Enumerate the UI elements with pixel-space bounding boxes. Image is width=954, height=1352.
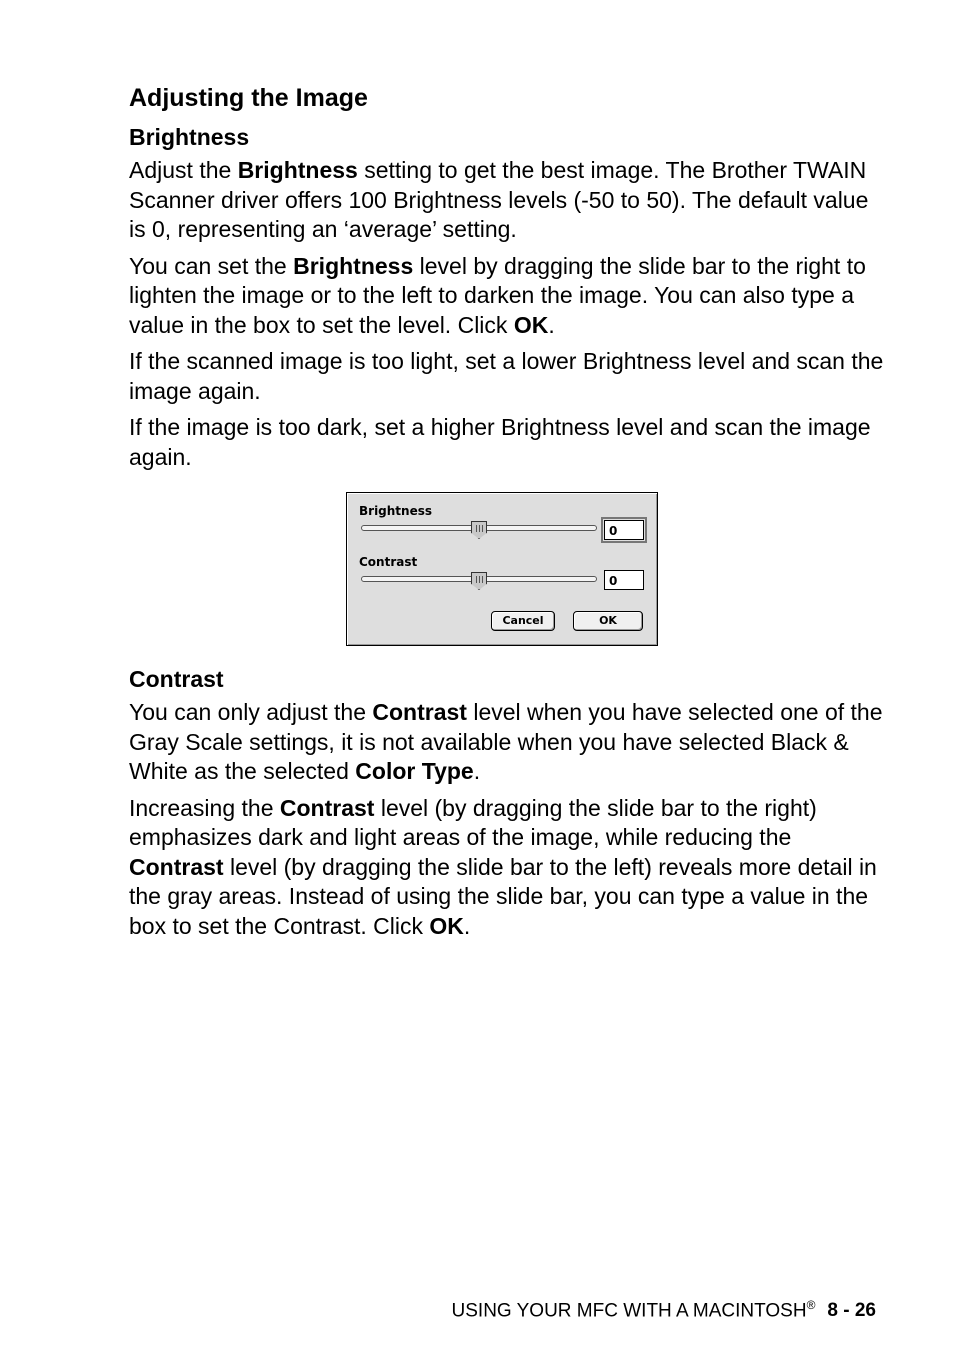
brightness-paragraph-2: You can set the Brightness level by dragging the slide bar to the right to lighten the image or to the left to darken the image. You can also type a value in the box to set the level. Click OK. [129, 252, 866, 338]
brightness-contrast-dialog [346, 492, 658, 646]
contrast-heading: Contrast [129, 666, 224, 692]
dialog-figure [129, 472, 889, 662]
footer-text: USING YOUR MFC WITH A MACINTOSH [451, 1300, 807, 1322]
brightness-slider-label: Brightness [359, 504, 433, 518]
page-footer [452, 1298, 876, 1322]
brightness-value-input[interactable]: 0 [604, 520, 644, 540]
brightness-heading: Brightness [129, 124, 250, 150]
contrast-paragraph-1: You can only adjust the Contrast level when you have selected one of the Gray Scale settings, it is not available when you have selected Black & White as the selected Color Type. [129, 699, 883, 784]
contrast-paragraph-2: Increasing the Contrast level (by dragging the slide bar to the right) emphasizes dark and light areas of the image, while reducing the Contrast level (by dragging the slide bar to the left) reveals more detail in the gray areas. Instead of using the slide bar, you can type a value in the box to set the Contrast. Click OK. [129, 794, 877, 939]
brightness-slider-thumb[interactable] [471, 521, 487, 539]
brightness-paragraph-3: If the scanned image is too light, set a lower Brightness level and scan the image again. [129, 348, 884, 404]
contrast-slider-label: Contrast [359, 555, 418, 569]
section-title: Adjusting the Image [129, 84, 368, 112]
registered-mark: ® [806, 1298, 816, 1312]
cancel-button[interactable]: Cancel [491, 611, 555, 631]
brightness-paragraph-1: Adjust the Brightness setting to get the best image. The Brother TWAIN Scanner driver offers 100 Brightness levels (-50 to 50). The default value is 0, representing an ‘average’ setting. [129, 157, 869, 242]
page-number: 8 - 26 [827, 1300, 876, 1322]
contrast-slider-thumb[interactable] [471, 572, 487, 590]
ok-button[interactable]: OK [573, 611, 643, 631]
brightness-paragraph-4: If the image is too dark, set a higher Brightness level and scan the image again. [129, 414, 871, 470]
page-content [129, 80, 889, 941]
contrast-value-input[interactable]: 0 [604, 570, 644, 590]
